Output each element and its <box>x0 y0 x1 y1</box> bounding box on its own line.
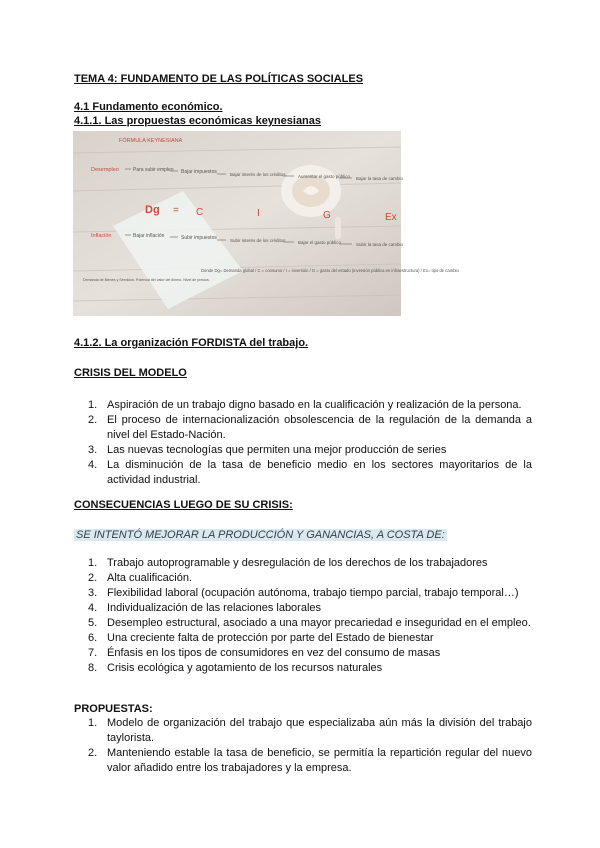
fig-row2-label: Inflación <box>91 233 112 239</box>
fig-row2-step4: Bajar el gasto público <box>298 240 342 245</box>
list-item: 7. Énfasis en los tipos de consumidores en vez del consumo de masas <box>88 647 441 659</box>
list-item: 2. El proceso de internacionalización obsolescencia de la regulación de la demanda a nivel del Estado-Nación. <box>88 414 532 441</box>
crisis-list <box>72 398 532 488</box>
fig-row1-step2: Bajar impuestos <box>181 169 217 175</box>
page-title: TEMA 4: FUNDAMENTO DE LAS POLÍTICAS SOCIALES <box>74 73 364 85</box>
fig-row1-step5: Bajar la tasa de cambio <box>356 176 404 181</box>
fig-formula-i: I <box>257 208 260 219</box>
list-item: 5. Desempleo estructural, asociado a una mayor precariedad e inseguridad en el empleo. <box>88 617 531 629</box>
consequences-heading: CONSECUENCIAS LUEGO DE SU CRISIS: <box>74 499 293 511</box>
list-item: 1. Aspiración de un trabajo digno basado en la cualificación y realización de la persona. <box>88 399 522 411</box>
fig-formula-ex: Ex <box>385 212 397 223</box>
list-item: 8. Crisis ecológica y agotamiento de los recursos naturales <box>88 662 383 674</box>
fig-row2-step5: Subir la tasa de cambio <box>356 242 404 247</box>
fig-side-note: Demanda de Bienes y Servicios. Potencia del valor del dinero. Nivel de precios. <box>83 278 210 282</box>
list-item: 3. Flexibilidad laboral (ocupación autónoma, trabajo tiempo parcial, trabajo temporal…) <box>88 587 519 599</box>
list-item: 3. Las nuevas tecnologías que permiten una mejor producción de series <box>88 444 447 456</box>
fig-row2-step1: Bajar inflación <box>133 233 165 239</box>
list-item: 2. Manteniendo estable la tasa de beneficio, se permitía la repartición regular del nuevo valor añadido entre los trabajadores y la empresa. <box>88 747 532 774</box>
list-item: 1. Modelo de organización del trabajo que especializaba aún más la división del trabajo taylorista. <box>88 717 532 744</box>
heading-4-1: 4.1 Fundamento económico. <box>74 101 223 113</box>
list-item: 4. Individualización de las relaciones laborales <box>88 602 322 614</box>
highlight-line <box>74 528 447 542</box>
keynesian-formula-image <box>73 131 459 316</box>
fig-row1-label: Desempleo <box>91 167 119 173</box>
list-item: 6. Una creciente falta de protección por parte del Estado de bienestar <box>88 632 434 644</box>
figure-title: FÓRMULA KEYNESIANA <box>119 138 183 144</box>
list-item: 2. Alta cualificación. <box>88 572 192 584</box>
fig-formula-dg: Dg <box>145 204 160 216</box>
fig-legend: Donde Dg= Demanda global / C = consumo / I = inversión / G = gasto del estado (inversión pública en infraestructura) / Ex= tipo de cambio <box>201 268 459 273</box>
fig-row2-step2: Subir impuestos <box>181 235 217 241</box>
heading-4-1-1: 4.1.1. Las propuestas económicas keynesianas <box>74 115 322 127</box>
consequences-list <box>72 556 532 676</box>
list-item: 1. Trabajo autoprogramable y desregulación de los derechos de los trabajadores <box>88 557 488 569</box>
proposals-heading: PROPUESTAS: <box>74 703 153 715</box>
fig-formula-c: C <box>196 207 204 218</box>
fig-row1-step4: Aumentar el gasto público <box>298 174 351 179</box>
heading-4-1-2: 4.1.2. La organización FORDISTA del trabajo. <box>74 337 309 349</box>
fig-row1-step3: Bajar interés de los créditos <box>230 172 286 177</box>
crisis-heading: CRISIS DEL MODELO <box>74 367 187 379</box>
list-item: 4. La disminución de la tasa de beneficio medio en los sectores mayoritarios de la actividad industrial. <box>88 459 532 486</box>
fig-formula-eq: = <box>173 205 179 216</box>
highlight-text: SE INTENTÓ MEJORAR LA PRODUCCIÓN Y GANANCIAS, A COSTA DE: <box>76 529 445 541</box>
fig-row1-step1: Para subir empleo <box>133 167 174 173</box>
proposals-list <box>72 716 532 776</box>
fig-formula-g: G <box>323 210 331 221</box>
fig-row2-step3: Subir interés de los créditos <box>230 238 286 243</box>
